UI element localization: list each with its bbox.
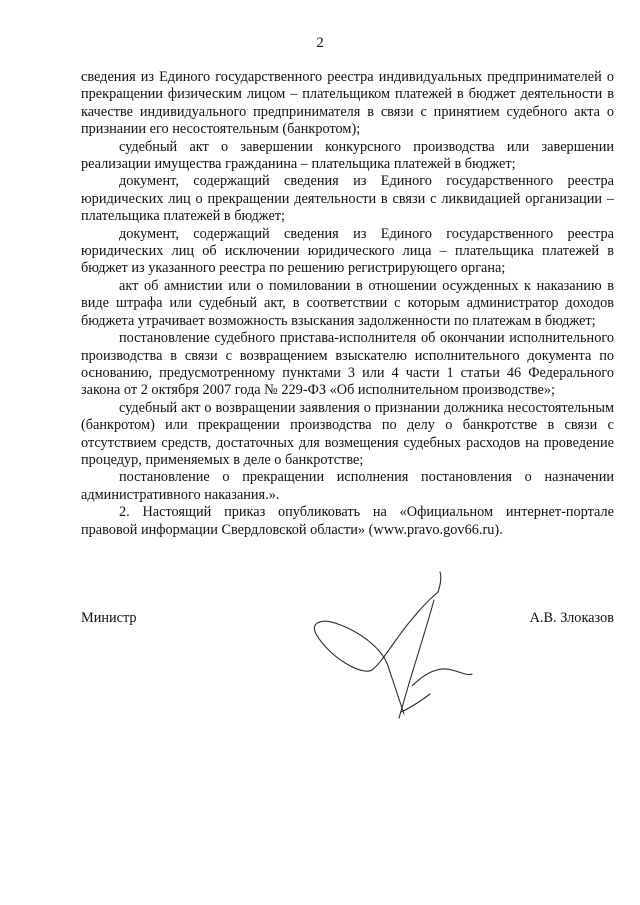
- paragraph-registry-exclusion: документ, содержащий сведения из Единого государственного реестра юридических лиц об исключении юридического лица – плательщика платежей в бюджет из указанного реестра по решению регистрирующего органа;: [81, 225, 614, 277]
- signatory-name: А.В. Злоказов: [529, 610, 614, 626]
- paragraph-registry-entrepreneurs: сведения из Единого государственного реестра индивидуальных предпринимателей о прекращении физическим лицом – плательщиком платежей в бюджет деятельности в качестве индивидуального предпринимателя в связи с принятием судебного акта о признании его несостоятельным (банкротом);: [81, 69, 614, 138]
- paragraph-bankruptcy-completion: судебный акт о завершении конкурсного производства или завершении реализации имущества гражданина – плательщика платежей в бюджет;: [81, 138, 614, 173]
- paragraph-bailiff-resolution: постановление судебного пристава-исполнителя об окончании исполнительного производства в связи с возвращением взыскателю исполнительного документа по основанию, предусмотренному пунктами 3 или 4 части 1 статьи 46 Федерального закона от 2 октября 2007 года № 229-ФЗ «Об исполнительном производстве»;: [81, 330, 614, 399]
- signatory-title: Министр: [81, 610, 137, 626]
- page-number: 2: [316, 35, 324, 51]
- document-body: [81, 69, 614, 539]
- paragraph-court-return: судебный акт о возвращении заявления о признании должника несостоятельным (банкротом) или прекращении производства по делу о банкротстве в связи с отсутствием средств, достаточных для возмещения судебных расходов на проведение процедур, применяемых в деле о банкротстве;: [81, 399, 614, 468]
- paragraph-publication: 2. Настоящий приказ опубликовать на «Официальном интернет-портале правовой информации Свердловской области» (www.pravo.gov66.ru).: [81, 504, 614, 538]
- paragraph-amnesty: акт об амнистии или о помиловании в отношении осужденных к наказанию в виде штрафа или судебный акт, в соответствии с которым администратор доходов бюджета утрачивает возможность взыскания задолженности по платежам в бюджет;: [81, 277, 614, 329]
- handwritten-signature: [300, 562, 475, 732]
- paragraph-termination: постановление о прекращении исполнения постановления о назначении административного наказания.».: [81, 469, 614, 503]
- paragraph-liquidation: документ, содержащий сведения из Единого государственного реестра юридических лиц о прекращении деятельности в связи с ликвидацией организации – плательщика платежей в бюджет;: [81, 173, 614, 225]
